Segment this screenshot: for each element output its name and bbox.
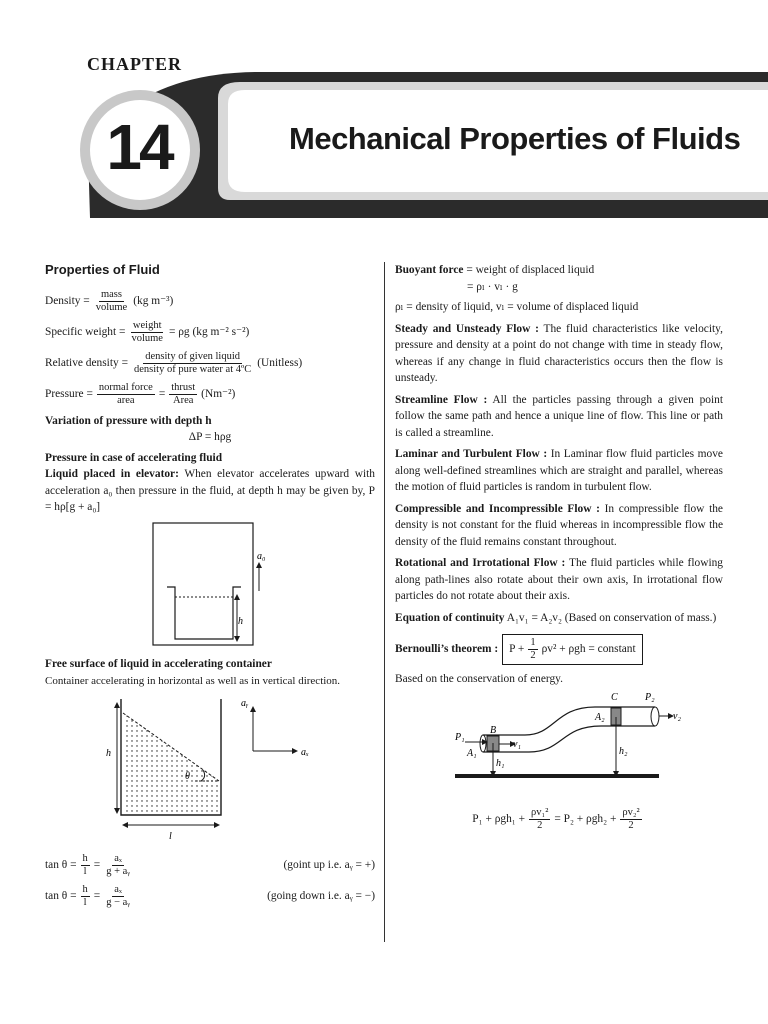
fig3-h2-label: h₂ bbox=[619, 745, 628, 757]
steady-flow-paragraph: Steady and Unsteady Flow : The fluid characteristics like velocity, pressure and density at a point do not change with time in steady flow, whereas if any change in fluid characteristics occurs then the flow is unsteady. bbox=[395, 322, 723, 384]
accel-title: Pressure in case of accelerating fluid bbox=[45, 451, 223, 464]
buoyant-definition: ρₗ = density of liquid, vₗ = volume of displaced liquid bbox=[395, 301, 639, 313]
fig3-A2-label: A₂ bbox=[595, 711, 605, 723]
chapter-word: CHAPTER bbox=[87, 54, 183, 74]
fig2-ax-label: aₓ bbox=[301, 747, 309, 758]
fig3-P2-label: P₂ bbox=[645, 691, 655, 703]
tan-equation-down: tan θ = $\frac{h}{l}$ = $\frac{\text{aₓ}}{\text{g − aᵧ}}$ (going down i.e. aᵧ = −) bbox=[45, 883, 375, 908]
bernoulli-equation-box: P + $\frac{1}{2}$ ρv² + ρgh = constant bbox=[502, 634, 643, 665]
fig3-C-label: C bbox=[611, 691, 618, 703]
fig2-theta-label: θ bbox=[185, 771, 190, 782]
column-divider bbox=[384, 262, 385, 942]
fig3-B-label: B bbox=[490, 724, 497, 736]
section-title: Properties of Fluid bbox=[45, 262, 160, 277]
tan-equation-up: tan θ = $\frac{h}{l}$ = $\frac{\text{aₓ}}{\text{g + aᵧ}}$ (goint up i.e. aᵧ = +) bbox=[45, 852, 375, 877]
fig2-l-label: l bbox=[169, 831, 172, 839]
laminar-flow-paragraph: Laminar and Turbulent Flow : In Laminar flow fluid particles move along well-defined streamlines which are straight and parallel, whereas the motion of fluid particles is random in turbulent flow. bbox=[395, 448, 723, 493]
fig3-v1-label: v₁ bbox=[513, 738, 521, 750]
variation-title: Variation of pressure with depth h bbox=[45, 414, 212, 427]
fig1-a0-label: a₀ bbox=[257, 550, 266, 562]
left-column bbox=[45, 262, 375, 915]
accelerating-container-figure bbox=[45, 689, 375, 839]
fig2-ay-label: aᵧ bbox=[241, 698, 249, 709]
continuity-paragraph: Equation of continuity A₁v₁ = A₂v₂ (Based on conservation of mass.) bbox=[395, 611, 717, 624]
compressible-flow-paragraph: Compressible and Incompressible Flow : In compressible flow the density is not constant for the fluid whereas in incompressible flow the density of the fluid remains constant throughout. bbox=[395, 502, 723, 548]
bernoulli-final-equation: P₁ + ρgh₁ + $\frac{\text{ρv₁²}}{2}$ = P₂ + ρgh₂ + $\frac{\text{ρv₂²}}{2}$ bbox=[472, 807, 640, 831]
elevator-figure bbox=[45, 521, 375, 649]
streamline-flow-paragraph: Streamline Flow : All the particles passing through a given point follow the same path and hence a unique line of flow. This line or path is called a streamline. bbox=[395, 393, 724, 439]
bernoulli-theorem: Bernoulli’s theorem : P + $\frac{1}{2}$ ρv² + ρgh = constant bbox=[395, 634, 723, 665]
fig3-v2-label: v₂ bbox=[673, 710, 681, 722]
pressure-formula: Pressure = $\frac{\text{normal force}}{\text{area}}$ = $\frac{\text{thrust}}{\text{Area}}$ (Nm⁻²) bbox=[45, 381, 236, 406]
right-column bbox=[395, 262, 723, 838]
fig3-A1-label: A₁ bbox=[467, 747, 477, 759]
rotational-flow-paragraph: Rotational and Irrotational Flow : The fluid particles while flowing along path-lines also rotate about their own axis, In irrotational flow particles do not rotate about their axis. bbox=[395, 557, 723, 602]
variation-equation: ΔP = hρg bbox=[188, 431, 232, 443]
free-surface-text: Container accelerating in horizontal as well as in vertical direction. bbox=[45, 674, 341, 687]
bernoulli-pipe-figure bbox=[395, 688, 723, 798]
free-surface-title: Free surface of liquid in accelerating container bbox=[45, 658, 272, 670]
fig1-h-label: h bbox=[238, 615, 243, 627]
elevator-paragraph: Liquid placed in elevator: When elevator accelerates upward with acceleration a₀ then pressure in the fluid, at depth h may be given by, P = hρ[g + a₀] bbox=[45, 468, 375, 513]
relative-density-formula: Relative density = $\frac{\text{density of given liquid}}{\text{density of pure water at 4ºC}}$ (Unitless) bbox=[45, 350, 303, 375]
bernoulli-note: Based on the conservation of energy. bbox=[395, 673, 563, 685]
fig3-h1-label: h₁ bbox=[496, 757, 505, 769]
buoyant-force: Buoyant force = weight of displaced liquid bbox=[395, 264, 595, 276]
density-formula: Density = $\frac{\text{mass}}{\text{volume}}$ (kg m⁻³) bbox=[45, 288, 174, 313]
chapter-number: 14 bbox=[106, 111, 172, 183]
chapter-title: Mechanical Properties of Fluids bbox=[289, 121, 741, 156]
buoyant-equation: = ρₗ · vₗ · g bbox=[467, 280, 518, 293]
fig3-P1-label: P₁ bbox=[455, 731, 465, 743]
fig2-h-label: h bbox=[106, 748, 111, 759]
specific-weight-formula: Specific weight = $\frac{\text{weight}}{\text{volume}}$ = ρg (kg m⁻² s⁻²) bbox=[45, 319, 250, 344]
